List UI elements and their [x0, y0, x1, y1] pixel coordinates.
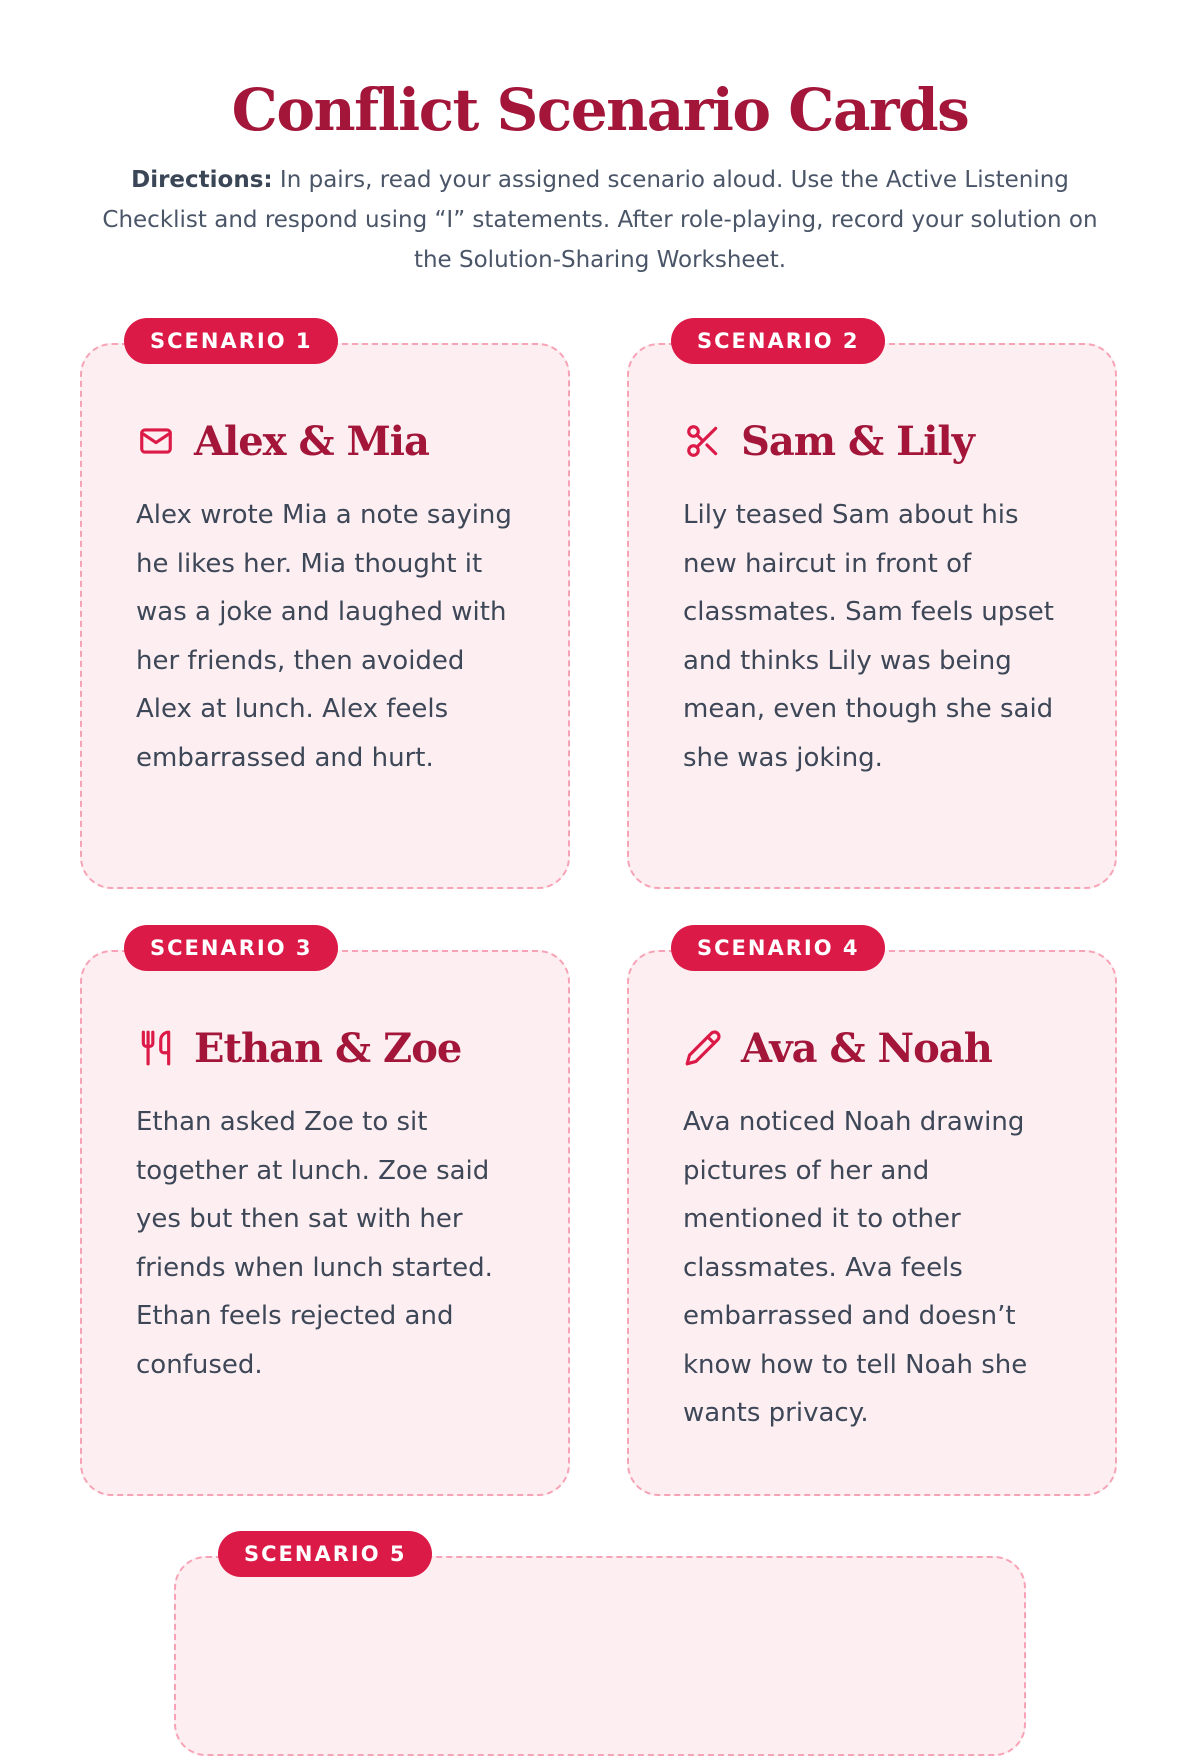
card-header [136, 411, 429, 471]
card-title: Alex & Mia [194, 417, 429, 465]
scenario-card-4 [627, 936, 1117, 1496]
scissors-icon [683, 421, 723, 461]
card-description: Ava noticed Noah drawing pictures of her and mentioned it to other classmates. Ava feels embarrassed and doesn’t know how to tell Noah she wants privacy. [683, 1107, 1028, 1428]
directions-text: In pairs, read your assigned scenario aloud. Use the Active Listening Checklist and respond using “I” statements. After role-playing, record your solution on the Solution-Sharing Worksheet. [102, 167, 1098, 273]
scenario-badge: SCENARIO 2 [671, 318, 885, 364]
scenario-badge: SCENARIO 3 [124, 925, 338, 971]
scenario-badge: SCENARIO 5 [218, 1531, 432, 1577]
scenario-card-3 [80, 936, 570, 1496]
card-description: Alex wrote Mia a note saying he likes her. Mia thought it was a joke and laughed with her friends, then avoided Alex at lunch. Alex feels embarrassed and hurt. [136, 500, 512, 773]
directions-label: Directions: [131, 167, 273, 193]
utensils-icon [136, 1028, 176, 1068]
scenario-card-5 [174, 1542, 1026, 1756]
card-description: Lily teased Sam about his new haircut in front of classmates. Sam feels upset and thinks Lily was being mean, even though she said she was joking. [683, 500, 1054, 773]
card-title: Ava & Noah [741, 1024, 992, 1072]
card-header [136, 1018, 461, 1078]
pencil-icon [683, 1028, 723, 1068]
scenario-card-2 [627, 329, 1117, 889]
envelope-icon [136, 421, 176, 461]
card-title: Sam & Lily [741, 417, 974, 465]
scenario-badge: SCENARIO 1 [124, 318, 338, 364]
card-description: Ethan asked Zoe to sit together at lunch. Zoe said yes but then sat with her friends when lunch started. Ethan feels rejected and confused. [136, 1107, 493, 1380]
card-header [683, 411, 974, 471]
card-title: Ethan & Zoe [194, 1024, 462, 1072]
page-title: Conflict Scenario Cards [231, 76, 969, 144]
directions-paragraph [80, 160, 1120, 280]
card-header [683, 1018, 992, 1078]
scenario-badge: SCENARIO 4 [671, 925, 885, 971]
scenario-card-1 [80, 329, 570, 889]
